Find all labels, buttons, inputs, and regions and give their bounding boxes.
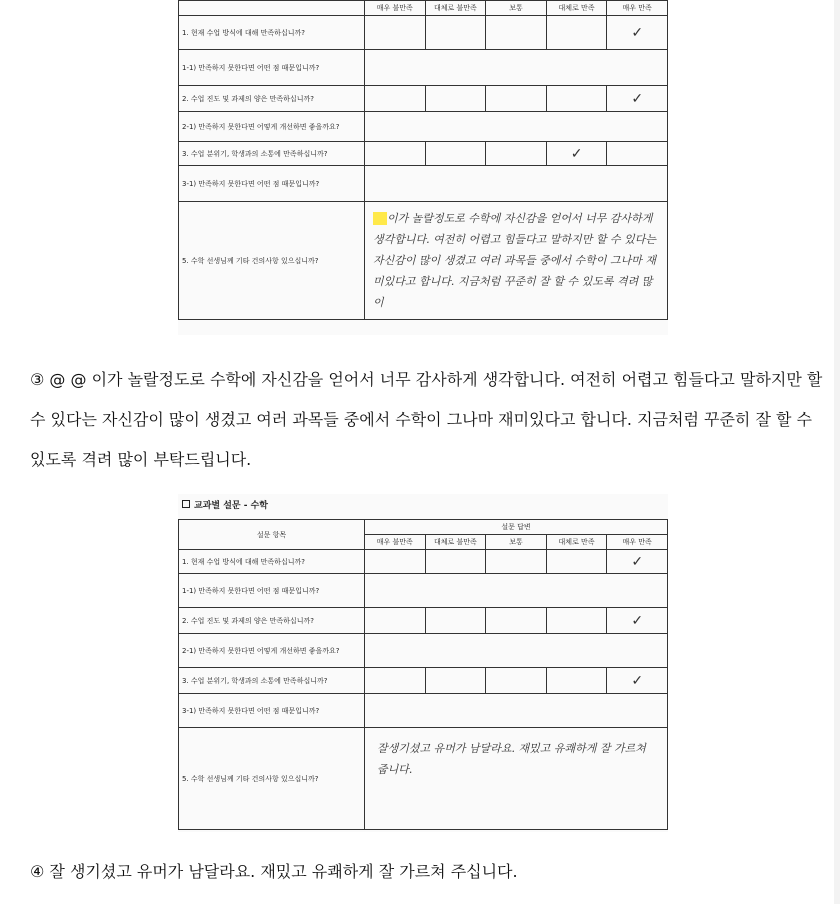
parent-comment-4: ④ 잘 생기셨고 유머가 남달라요. 재밌고 유쾌하게 잘 가르쳐 주십니다. (30, 862, 518, 881)
table-row (179, 142, 668, 166)
table-row (179, 16, 668, 50)
table-row (179, 50, 668, 86)
question-3-1: 3-1) 만족하지 못한다면 어떤 점 때문입니까? (179, 694, 365, 728)
header-very-satisfied: 매우 만족 (607, 1, 668, 16)
header-dissatisfied: 대체로 불만족 (425, 1, 486, 16)
parent-comment-3: ③ @ @ 이가 놀랄정도로 수학에 자신감을 얻어서 너무 감사하게 생각합니다. 여전히 어렵고 힘들다고 말하지만 할 수 있다는 자신감이 많이 생겼고 여러 과목들 중에서 수학이 그나마 재미있다고 합니다. 지금처럼 꾸준히 잘 할 수 있도록 격려 많이 부탁드립니다. (30, 370, 823, 469)
question-2: 2. 수업 진도 및 과제의 양은 만족하십니까? (179, 86, 365, 112)
survey-scan-1 (178, 0, 668, 335)
check-mark: ✓ (607, 86, 668, 112)
header-question (179, 1, 365, 16)
table-row (179, 634, 668, 668)
question-3: 3. 수업 분위기, 학생과의 소통에 만족하십니까? (179, 142, 365, 166)
header-satisfied: 대체로 만족 (546, 1, 607, 16)
check-mark: ✓ (607, 16, 668, 50)
survey-table-1 (178, 0, 668, 320)
header-very-dissatisfied: 매우 불만족 (365, 535, 426, 550)
scrollbar[interactable] (834, 0, 840, 904)
header-very-satisfied: 매우 만족 (607, 535, 668, 550)
question-3-1: 3-1) 만족하지 못한다면 어떤 점 때문입니까? (179, 166, 365, 202)
question-5: 5. 수학 선생님께 기타 건의사항 있으십니까? (179, 202, 365, 320)
table-row (179, 202, 668, 320)
survey-table-2 (178, 519, 668, 830)
question-1: 1. 현재 수업 방식에 대해 만족하십니까? (179, 550, 365, 574)
survey-scan-2 (178, 494, 668, 832)
survey-title: 교과별 설문 - 수학 (178, 494, 668, 519)
table-row (179, 668, 668, 694)
header-neutral: 보통 (486, 535, 547, 550)
handwritten-answer: 잘생기셨고 유머가 남달라요. 재밌고 유쾌하게 잘 가르쳐줍니다. (377, 742, 646, 776)
question-2-1: 2-1) 만족하지 못한다면 어떻게 개선하면 좋을까요? (179, 634, 365, 668)
table-row (179, 550, 668, 574)
table-row (179, 112, 668, 142)
header-neutral: 보통 (486, 1, 547, 16)
question-1-1: 1-1) 만족하지 못한다면 어떤 점 때문입니까? (179, 50, 365, 86)
header-satisfied: 대체로 만족 (546, 535, 607, 550)
header-question: 설문 항목 (179, 520, 365, 550)
table-row (179, 694, 668, 728)
check-mark: ✓ (607, 608, 668, 634)
header-dissatisfied: 대체로 불만족 (425, 535, 486, 550)
question-3: 3. 수업 분위기, 학생과의 소통에 만족하십니까? (179, 668, 365, 694)
table-row (179, 166, 668, 202)
table-row (179, 574, 668, 608)
question-5: 5. 수학 선생님께 기타 건의사항 있으십니까? (179, 728, 365, 830)
question-1: 1. 현재 수업 방식에 대해 만족하십니까? (179, 16, 365, 50)
question-1-1: 1-1) 만족하지 못한다면 어떤 점 때문입니까? (179, 574, 365, 608)
table-row (179, 608, 668, 634)
check-mark: ✓ (546, 142, 607, 166)
table-row (179, 86, 668, 112)
check-mark: ✓ (607, 668, 668, 694)
check-mark: ✓ (607, 550, 668, 574)
question-2: 2. 수업 진도 및 과제의 양은 만족하십니까? (179, 608, 365, 634)
header-answers: 설문 답변 (365, 520, 668, 535)
question-2-1: 2-1) 만족하지 못한다면 어떻게 개선하면 좋을까요? (179, 112, 365, 142)
table-row (179, 728, 668, 830)
checkbox-icon (182, 500, 190, 508)
header-very-dissatisfied: 매우 불만족 (365, 1, 426, 16)
name-highlight (373, 212, 387, 225)
handwritten-answer: 이가 놀랄정도로 수학에 자신감을 얻어서 너무 감사하게 생각합니다. 여전히 어렵고 힘들다고 말하지만 할 수 있다는 자신감이 많이 생겼고 여러 과목들 중에서 수학이 그나마 재미있다고 합니다. 지금처럼 꾸준히 잘 할 수 있도록 격려 많이 (373, 212, 656, 309)
